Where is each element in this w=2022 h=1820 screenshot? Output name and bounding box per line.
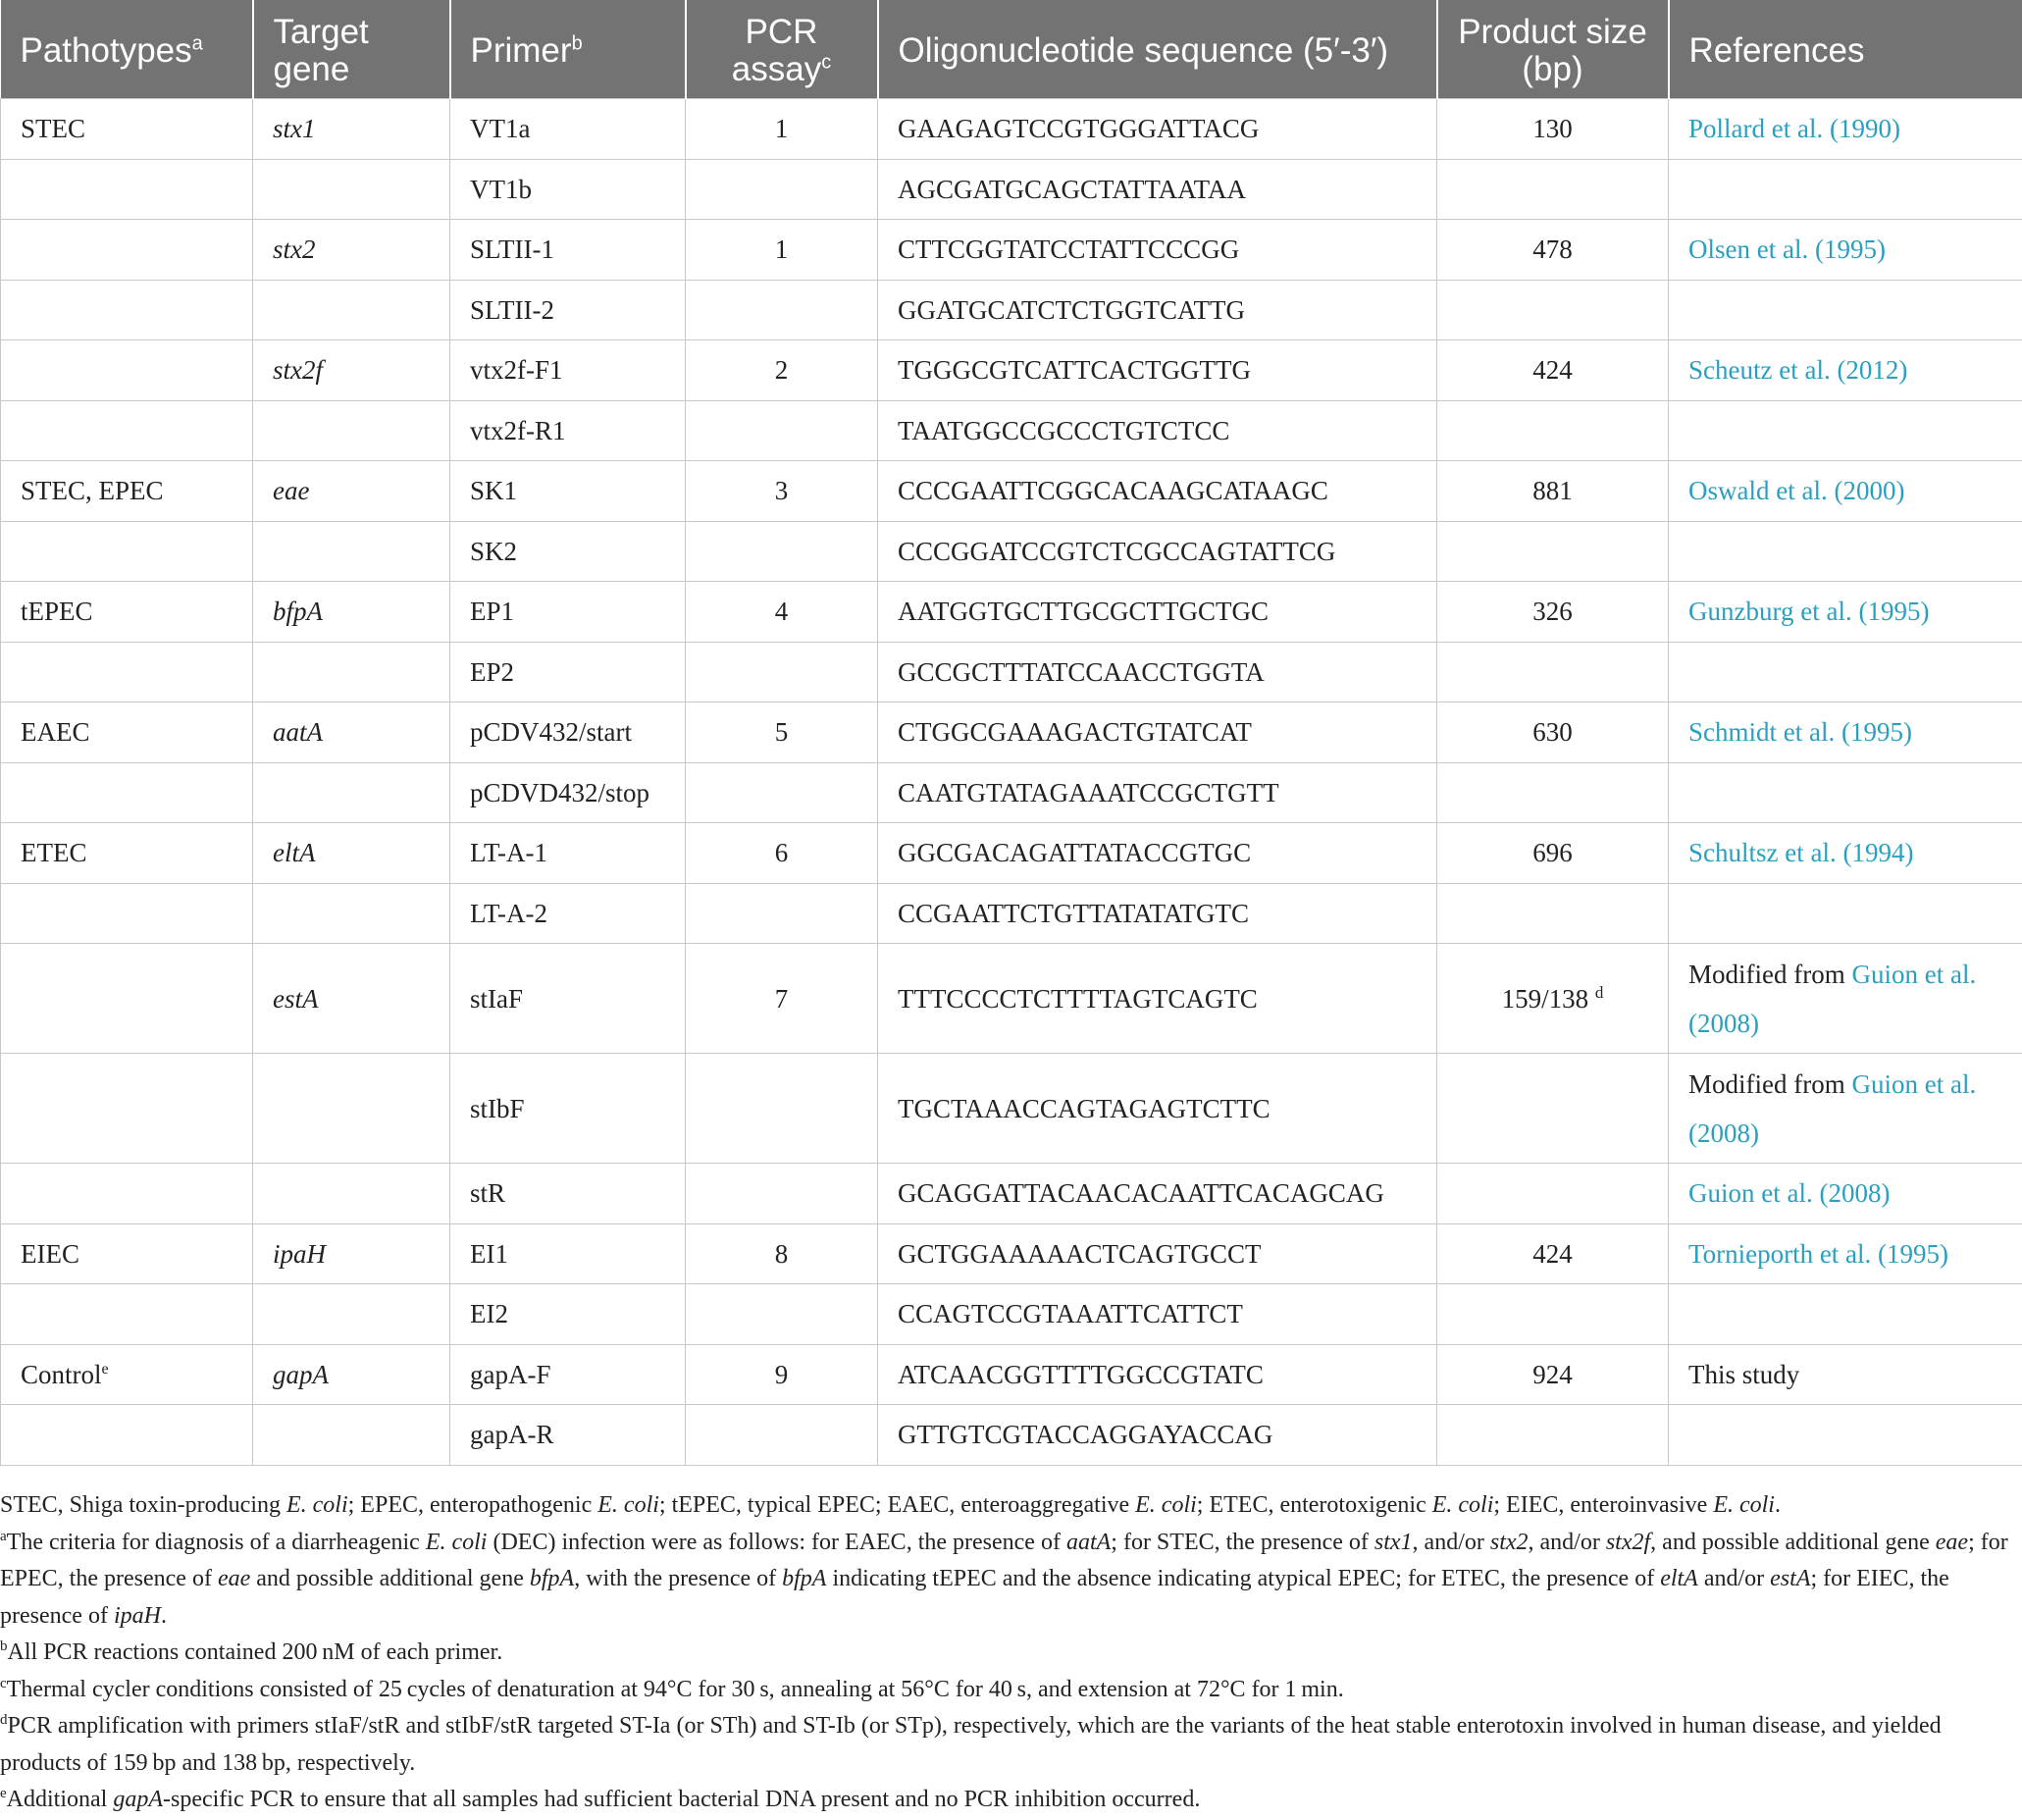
cell-target-gene: gapA: [253, 1344, 450, 1405]
header-primer: Primer$^b$: [450, 0, 686, 99]
cell-product-size: [1437, 1284, 1669, 1345]
cell-pcr-assay: [686, 400, 878, 461]
cell-primer: LT-A-1: [450, 823, 686, 884]
table-row: [1, 1223, 2022, 1284]
cell-pathotype: [1, 280, 253, 340]
header-product-size: Product size (bp): [1437, 0, 1669, 99]
table-row: [1, 1344, 2022, 1405]
cell-sequence: TAATGGCCGCCCTGTCTCC: [878, 400, 1437, 461]
cell-pcr-assay: 7: [686, 944, 878, 1054]
cell-target-gene: [253, 400, 450, 461]
cell-target-gene: [253, 883, 450, 944]
cell-pathotype: EAEC: [1, 702, 253, 763]
cell-reference: [1669, 582, 2022, 643]
cell-reference: [1669, 1164, 2022, 1224]
cell-reference: [1669, 400, 2022, 461]
cell-target-gene: bfpA: [253, 582, 450, 643]
cell-target-gene: [253, 1054, 450, 1164]
cell-pathotype: [1, 400, 253, 461]
table-row: [1, 159, 2022, 220]
cell-sequence: GCCGCTTTATCCAACCTGGTA: [878, 642, 1437, 702]
cell-product-size: [1437, 400, 1669, 461]
cell-reference: [1669, 1405, 2022, 1466]
footnote-b: $^b$All PCR reactions contained 200 nM of each primer.: [0, 1638, 503, 1665]
cell-product-size: [1437, 159, 1669, 220]
cell-primer: EP2: [450, 642, 686, 702]
cell-reference: [1669, 521, 2022, 582]
table-row: [1, 280, 2022, 340]
cell-pathotype: [1, 220, 253, 281]
cell-primer: SLTII-1: [450, 220, 686, 281]
header-pcr-assay: PCR assay$^c$: [686, 0, 878, 99]
table-row: [1, 220, 2022, 281]
table-footnotes: [0, 1487, 2022, 1819]
cell-primer: SK1: [450, 461, 686, 522]
reference-link[interactable]: Schmidt et al. (1995): [1688, 717, 1912, 748]
cell-reference: This study: [1669, 1344, 2022, 1405]
cell-pathotype: [1, 159, 253, 220]
cell-product-size: 881: [1437, 461, 1669, 522]
table-body: [1, 99, 2022, 1466]
cell-pcr-assay: [686, 1054, 878, 1164]
cell-target-gene: stx2: [253, 220, 450, 281]
reference-link[interactable]: Tornieporth et al. (1995): [1688, 1238, 1949, 1269]
cell-target-gene: [253, 280, 450, 340]
cell-pcr-assay: 2: [686, 340, 878, 401]
cell-product-size: 424: [1437, 1223, 1669, 1284]
cell-sequence: CTTCGGTATCCTATTCCCGG: [878, 220, 1437, 281]
cell-sequence: CAATGTATAGAAATCCGCTGTT: [878, 762, 1437, 823]
cell-pcr-assay: [686, 1164, 878, 1224]
cell-reference: [1669, 702, 2022, 763]
footnote-a: $^a$The criteria for diagnosis of a diarrheagenic E. coli (DEC) infection were as follows: for EAEC, the presence of aatA; for STEC, the presence of stx1, and/or stx2, and/or stx2f, and possible additional gene eae; for EPEC, the presence of eae and possible additional gene bfpA, with the presence of bfpA indicating tEPEC and the absence indicating atypical EPEC; for ETEC, the presence of eltA and/or estA; for EIEC, the presence of ipaH.: [0, 1528, 2008, 1629]
cell-pathotype: [1, 944, 253, 1054]
table-row: [1, 642, 2022, 702]
cell-primer: vtx2f-F1: [450, 340, 686, 401]
cell-target-gene: [253, 762, 450, 823]
cell-primer: EI2: [450, 1284, 686, 1345]
cell-reference: [1669, 883, 2022, 944]
cell-pcr-assay: [686, 1405, 878, 1466]
reference-link[interactable]: Gunzburg et al. (1995): [1688, 597, 1930, 627]
cell-pathotype: [1, 1284, 253, 1345]
cell-product-size: 326: [1437, 582, 1669, 643]
cell-target-gene: [253, 642, 450, 702]
reference-link[interactable]: Pollard et al. (1990): [1688, 114, 1900, 144]
cell-pathotype: Control$^e$: [1, 1344, 253, 1405]
cell-target-gene: [253, 1284, 450, 1345]
table-header-row: [1, 0, 2022, 99]
cell-primer: stIaF: [450, 944, 686, 1054]
cell-target-gene: stx1: [253, 99, 450, 160]
cell-pcr-assay: 8: [686, 1223, 878, 1284]
cell-pathotype: [1, 521, 253, 582]
cell-product-size: [1437, 1164, 1669, 1224]
cell-target-gene: [253, 521, 450, 582]
cell-primer: SK2: [450, 521, 686, 582]
cell-sequence: GGCGACAGATTATACCGTGC: [878, 823, 1437, 884]
reference-link[interactable]: Scheutz et al. (2012): [1688, 355, 1908, 386]
table-row: [1, 1405, 2022, 1466]
cell-pcr-assay: 1: [686, 99, 878, 160]
cell-sequence: TGCTAAACCAGTAGAGTCTTC: [878, 1054, 1437, 1164]
cell-product-size: [1437, 1405, 1669, 1466]
cell-reference: [1669, 280, 2022, 340]
table-row: [1, 1284, 2022, 1345]
cell-product-size: 924: [1437, 1344, 1669, 1405]
cell-reference: [1669, 340, 2022, 401]
table-row: [1, 944, 2022, 1054]
cell-product-size: 159/138 $^d$: [1437, 944, 1669, 1054]
cell-reference: Modified from Guion et al. (2008): [1669, 944, 2022, 1054]
cell-reference: [1669, 220, 2022, 281]
cell-primer: VT1a: [450, 99, 686, 160]
cell-primer: stR: [450, 1164, 686, 1224]
footnote-c: $^c$Thermal cycler conditions consisted of 25 cycles of denaturation at 94°C for 30 s, annealing at 56°C for 40 s, and extension at 72°C for 1 min.: [0, 1675, 1344, 1702]
table-row: [1, 762, 2022, 823]
cell-sequence: CCGAATTCTGTTATATATGTC: [878, 883, 1437, 944]
cell-primer: vtx2f-R1: [450, 400, 686, 461]
cell-pcr-assay: [686, 280, 878, 340]
cell-product-size: [1437, 642, 1669, 702]
cell-pcr-assay: 9: [686, 1344, 878, 1405]
cell-sequence: GTTGTCGTACCAGGAYACCAG: [878, 1405, 1437, 1466]
cell-sequence: AATGGTGCTTGCGCTTGCTGC: [878, 582, 1437, 643]
cell-sequence: CCCGAATTCGGCACAAGCATAAGC: [878, 461, 1437, 522]
cell-pathotype: [1, 1405, 253, 1466]
cell-product-size: 130: [1437, 99, 1669, 160]
cell-primer: LT-A-2: [450, 883, 686, 944]
cell-primer: stIbF: [450, 1054, 686, 1164]
cell-reference: [1669, 823, 2022, 884]
cell-target-gene: estA: [253, 944, 450, 1054]
cell-sequence: AGCGATGCAGCTATTAATAA: [878, 159, 1437, 220]
cell-primer: EI1: [450, 1223, 686, 1284]
cell-primer: gapA-F: [450, 1344, 686, 1405]
cell-reference: [1669, 762, 2022, 823]
cell-sequence: ATCAACGGTTTTGGCCGTATC: [878, 1344, 1437, 1405]
cell-pathotype: STEC, EPEC: [1, 461, 253, 522]
header-oligo-sequence: Oligonucleotide sequence (5′-3′): [878, 0, 1437, 99]
cell-pcr-assay: [686, 159, 878, 220]
cell-reference: [1669, 159, 2022, 220]
cell-pathotype: STEC: [1, 99, 253, 160]
cell-pathotype: ETEC: [1, 823, 253, 884]
table-row: [1, 461, 2022, 522]
cell-sequence: TTTCCCCTCTTTTAGTCAGTC: [878, 944, 1437, 1054]
header-references: References: [1669, 0, 2022, 99]
cell-pathotype: [1, 1054, 253, 1164]
cell-pcr-assay: [686, 521, 878, 582]
footnote-d: $^d$PCR amplification with primers stIaF/stR and stIbF/stR targeted ST-Ia (or STh) and ST-Ib (or STp), respectively, which are the variants of the heat stable enterotoxin involved in human disease, and yielded products of 159 bp and 138 bp, respectively.: [0, 1712, 1942, 1776]
cell-pcr-assay: 6: [686, 823, 878, 884]
cell-sequence: CCCGGATCCGTCTCGCCAGTATTCG: [878, 521, 1437, 582]
cell-target-gene: eltA: [253, 823, 450, 884]
table-row: [1, 823, 2022, 884]
cell-product-size: [1437, 1054, 1669, 1164]
cell-product-size: [1437, 280, 1669, 340]
cell-reference: [1669, 99, 2022, 160]
cell-target-gene: [253, 1405, 450, 1466]
cell-pcr-assay: 3: [686, 461, 878, 522]
cell-pathotype: [1, 340, 253, 401]
cell-primer: pCDV432/start: [450, 702, 686, 763]
reference-link[interactable]: Guion et al. (2008): [1688, 1068, 1977, 1148]
cell-primer: EP1: [450, 582, 686, 643]
cell-product-size: [1437, 521, 1669, 582]
cell-target-gene: [253, 1164, 450, 1224]
cell-pathotype: [1, 642, 253, 702]
cell-product-size: [1437, 762, 1669, 823]
cell-sequence: GCAGGATTACAACACAATTCACAGCAG: [878, 1164, 1437, 1224]
cell-primer: SLTII-2: [450, 280, 686, 340]
table-row: [1, 99, 2022, 160]
reference-link[interactable]: Olsen et al. (1995): [1688, 234, 1886, 265]
cell-product-size: 696: [1437, 823, 1669, 884]
cell-primer: VT1b: [450, 159, 686, 220]
cell-sequence: GAAGAGTCCGTGGGATTACG: [878, 99, 1437, 160]
cell-target-gene: stx2f: [253, 340, 450, 401]
cell-target-gene: ipaH: [253, 1223, 450, 1284]
cell-target-gene: eae: [253, 461, 450, 522]
cell-pathotype: tEPEC: [1, 582, 253, 643]
cell-target-gene: aatA: [253, 702, 450, 763]
reference-link[interactable]: Guion et al. (2008): [1688, 959, 1977, 1038]
cell-primer: pCDVD432/stop: [450, 762, 686, 823]
cell-pathotype: [1, 762, 253, 823]
footnote-e: $^e$Additional gapA-specific PCR to ensure that all samples had sufficient bacterial DNA present and no PCR inhibition occurred.: [0, 1786, 1201, 1812]
cell-target-gene: [253, 159, 450, 220]
cell-pathotype: [1, 883, 253, 944]
cell-product-size: 424: [1437, 340, 1669, 401]
cell-pathotype: EIEC: [1, 1223, 253, 1284]
cell-sequence: GCTGGAAAAACTCAGTGCCT: [878, 1223, 1437, 1284]
cell-reference: [1669, 461, 2022, 522]
table-row: [1, 1164, 2022, 1224]
table-row: [1, 1054, 2022, 1164]
reference-link[interactable]: Oswald et al. (2000): [1688, 476, 1905, 506]
table-row: [1, 340, 2022, 401]
cell-sequence: TGGGCGTCATTCACTGGTTG: [878, 340, 1437, 401]
cell-reference: [1669, 1284, 2022, 1345]
cell-pcr-assay: [686, 642, 878, 702]
cell-primer: gapA-R: [450, 1405, 686, 1466]
cell-reference: Modified from Guion et al. (2008): [1669, 1054, 2022, 1164]
cell-pcr-assay: [686, 1284, 878, 1345]
cell-pcr-assay: [686, 883, 878, 944]
table-row: [1, 521, 2022, 582]
header-pathotypes: Pathotypes$^a$: [1, 0, 253, 99]
cell-product-size: 630: [1437, 702, 1669, 763]
cell-pathotype: [1, 1164, 253, 1224]
cell-sequence: GGATGCATCTCTGGTCATTG: [878, 280, 1437, 340]
cell-pcr-assay: [686, 762, 878, 823]
cell-reference: [1669, 642, 2022, 702]
cell-pcr-assay: 5: [686, 702, 878, 763]
cell-product-size: 478: [1437, 220, 1669, 281]
footnote-abbreviations: STEC, Shiga toxin-producing E. coli; EPEC, enteropathogenic E. coli; tEPEC, typical EPEC; EAEC, enteroaggregative E. coli; ETEC, enterotoxigenic E. coli; EIEC, enteroinvasive E. coli.: [0, 1492, 1781, 1518]
cell-pcr-assay: 4: [686, 582, 878, 643]
cell-pcr-assay: 1: [686, 220, 878, 281]
cell-product-size: [1437, 883, 1669, 944]
cell-reference: [1669, 1223, 2022, 1284]
table-row: [1, 582, 2022, 643]
header-target-gene: Target gene: [253, 0, 450, 99]
table-row: [1, 883, 2022, 944]
reference-link[interactable]: Schultsz et al. (1994): [1688, 838, 1914, 868]
table-row: [1, 400, 2022, 461]
cell-sequence: CCAGTCCGTAAATTCATTCT: [878, 1284, 1437, 1345]
table-row: [1, 702, 2022, 763]
cell-sequence: CTGGCGAAAGACTGTATCAT: [878, 702, 1437, 763]
reference-link[interactable]: Guion et al. (2008): [1688, 1178, 1891, 1209]
